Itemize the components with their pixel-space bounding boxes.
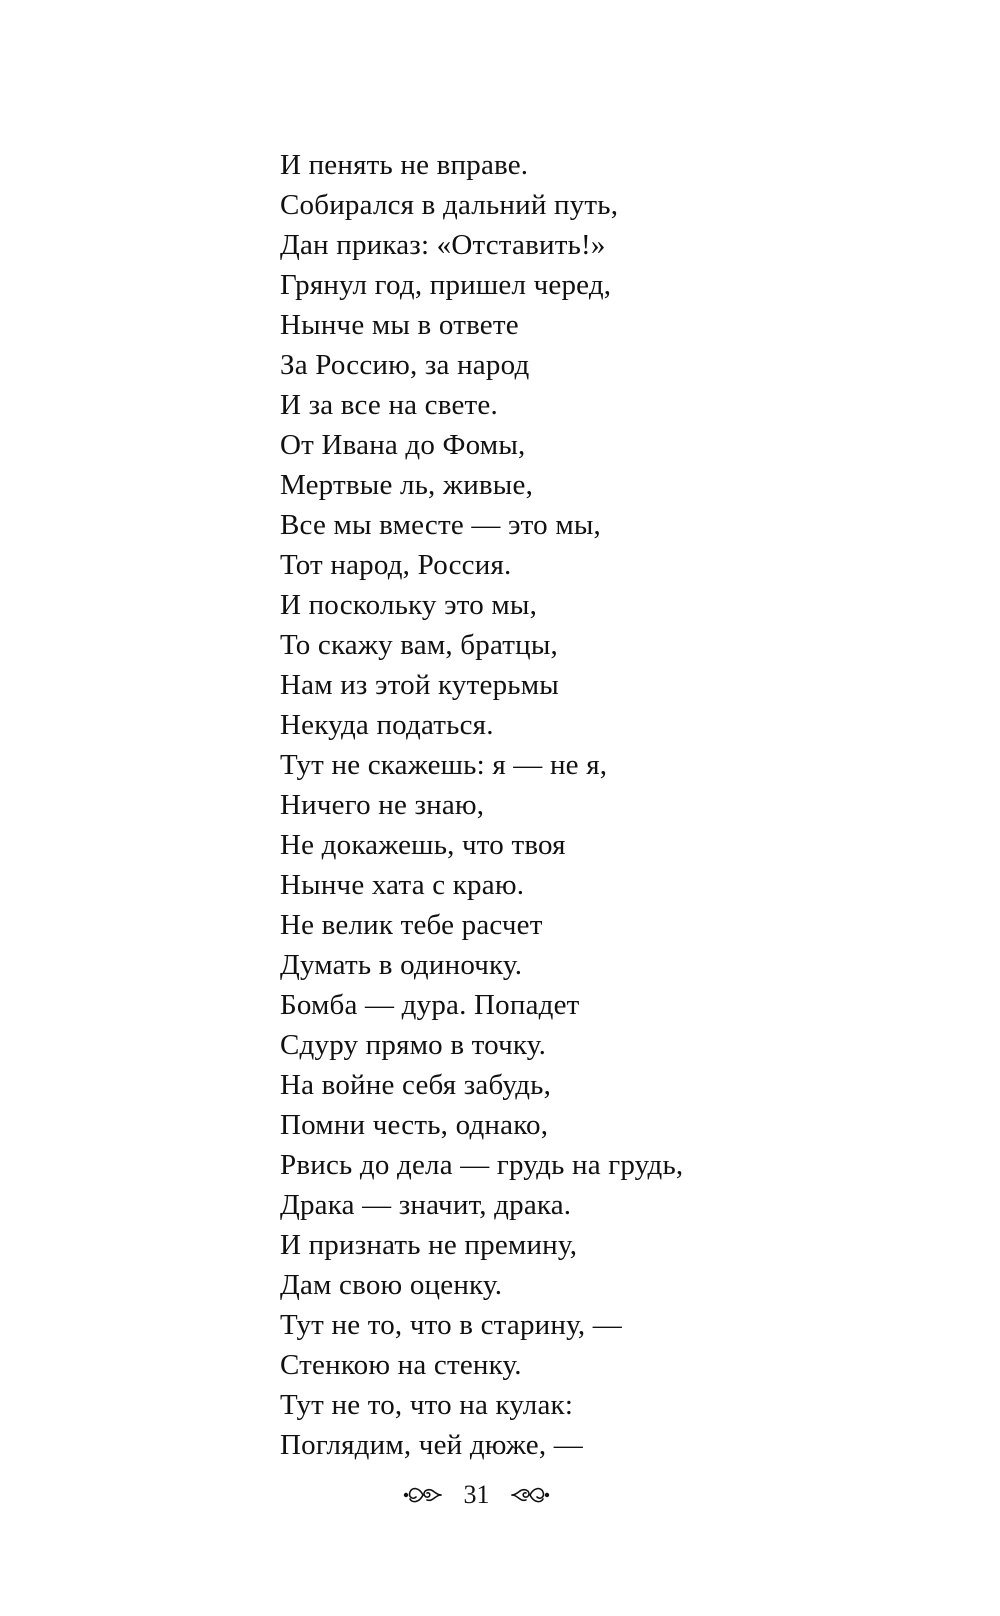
- poem-line: Тут не то, что в старину, —: [280, 1309, 623, 1341]
- poem-line: Дан приказ: «Отставить!»: [280, 229, 606, 261]
- poem-line: Дам свою оценку.: [280, 1269, 503, 1301]
- poem-line: Нынче хата с краю.: [280, 869, 525, 901]
- poem-line: Не велик тебе расчет: [280, 909, 543, 941]
- poem-line: Стенкою на стенку.: [280, 1349, 522, 1381]
- poem-line: И пенять не вправе.: [280, 149, 529, 181]
- poem-line: Ничего не знаю,: [280, 789, 485, 821]
- poem-line: Бомба — дура. Попадет: [280, 989, 580, 1021]
- poem-line: То скажу вам, братцы,: [280, 629, 559, 661]
- poem-line: Тут не скажешь: я — не я,: [280, 749, 608, 781]
- poem-line: Сдуру прямо в точку.: [280, 1029, 547, 1061]
- poem-line: Думать в одиночку.: [280, 949, 523, 981]
- poem-line: Рвись до дела — грудь на грудь,: [280, 1149, 684, 1181]
- poem-line: Тот народ, Россия.: [280, 549, 512, 581]
- poem-line: От Ивана до Фомы,: [280, 429, 526, 461]
- poem-line: Тут не то, что на кулак:: [280, 1389, 574, 1421]
- page-number: 31: [463, 1480, 490, 1510]
- poem-line: Драка — значит, драка.: [280, 1189, 572, 1221]
- poem-line: Нам из этой кутерьмы: [280, 669, 559, 701]
- poem-line: И поскольку это мы,: [280, 589, 538, 621]
- page-footer: [0, 1478, 953, 1510]
- poem-text: [280, 145, 683, 1465]
- poem-line: И признать не премину,: [280, 1229, 578, 1261]
- poem-line: Все мы вместе — это мы,: [280, 509, 602, 541]
- poem-line: Некуда податься.: [280, 709, 494, 741]
- poem-line: Не докажешь, что твоя: [280, 829, 566, 861]
- poem-line: Собирался в дальний путь,: [280, 189, 619, 221]
- flourish-left-icon: [403, 1482, 443, 1508]
- poem-line: Поглядим, чей дюже, —: [280, 1429, 583, 1461]
- poem-line: Помни честь, однако,: [280, 1109, 549, 1141]
- poem-line: За Россию, за народ: [280, 349, 530, 381]
- poem-line: На войне себя забудь,: [280, 1069, 552, 1101]
- poem-line: И за все на свете.: [280, 389, 498, 421]
- poem-line: Грянул год, пришел черед,: [280, 269, 612, 301]
- poem-line: Нынче мы в ответе: [280, 309, 519, 341]
- poem-line: Мертвые ль, живые,: [280, 469, 534, 501]
- flourish-right-icon: [510, 1482, 550, 1508]
